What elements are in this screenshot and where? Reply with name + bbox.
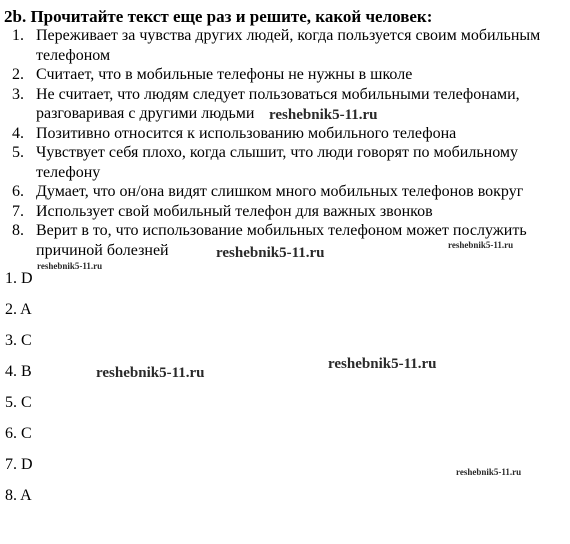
answer-item: 4. B <box>5 363 32 380</box>
answer-item: 1. D <box>5 270 33 287</box>
question-item <box>0 65 570 85</box>
question-text: Позитивно относится к использованию мобильного телефона <box>36 124 457 142</box>
question-number: 2. <box>12 66 24 83</box>
answer-item: 3. C <box>5 332 32 349</box>
exercise-heading: 2b. Прочитайте текст еще раз и решите, какой человек: <box>4 7 433 26</box>
question-number: 6. <box>12 183 24 200</box>
question-number: 4. <box>12 124 24 142</box>
question-number: 7. <box>12 202 24 220</box>
watermark: reshebnik5-11.ru <box>216 245 325 261</box>
answer-item: 5. C <box>5 394 32 411</box>
question-item <box>0 26 570 65</box>
answer-item: 6. C <box>5 425 32 442</box>
question-item <box>0 202 570 222</box>
question-text: Использует свой мобильный телефон для важных звонков <box>36 202 433 220</box>
watermark: reshebnik5-11.ru <box>96 365 205 381</box>
question-number: 5. <box>12 144 24 161</box>
question-text: Чувствует себя плохо, когда слышит, что люди говорят по мобильному телефону <box>36 144 519 181</box>
watermark: reshebnik5-11.ru <box>456 467 522 477</box>
watermark: reshebnik5-11.ru <box>328 356 437 372</box>
question-text: Переживает за чувства других людей, когда пользуется своим мобильным телефоном <box>36 27 541 64</box>
question-text: Думает, что он/она видят слишком много мобильных телефонов вокруг <box>36 183 524 200</box>
question-number: 1. <box>12 27 24 44</box>
question-text: Не считает, что людям следует пользоваться мобильными телефонами, разговаривая с другими людьми <box>36 85 520 122</box>
question-text: Верит в то, что использование мобильных телефоном может послужить причиной болезней <box>36 222 527 259</box>
watermark: reshebnik5-11.ru <box>37 261 103 271</box>
question-item <box>0 124 570 144</box>
answer-item: 8. A <box>5 487 32 504</box>
question-text: Считает, что в мобильные телефоны не нужны в школе <box>36 66 413 83</box>
question-number: 3. <box>12 85 24 103</box>
question-list <box>0 26 570 260</box>
question-item <box>0 143 570 182</box>
question-number: 8. <box>12 222 24 239</box>
question-item <box>0 182 570 202</box>
answer-item: 7. D <box>5 456 33 473</box>
watermark: reshebnik5-11.ru <box>448 240 514 250</box>
answer-item: 2. A <box>5 301 32 318</box>
watermark: reshebnik5-11.ru <box>269 107 378 123</box>
